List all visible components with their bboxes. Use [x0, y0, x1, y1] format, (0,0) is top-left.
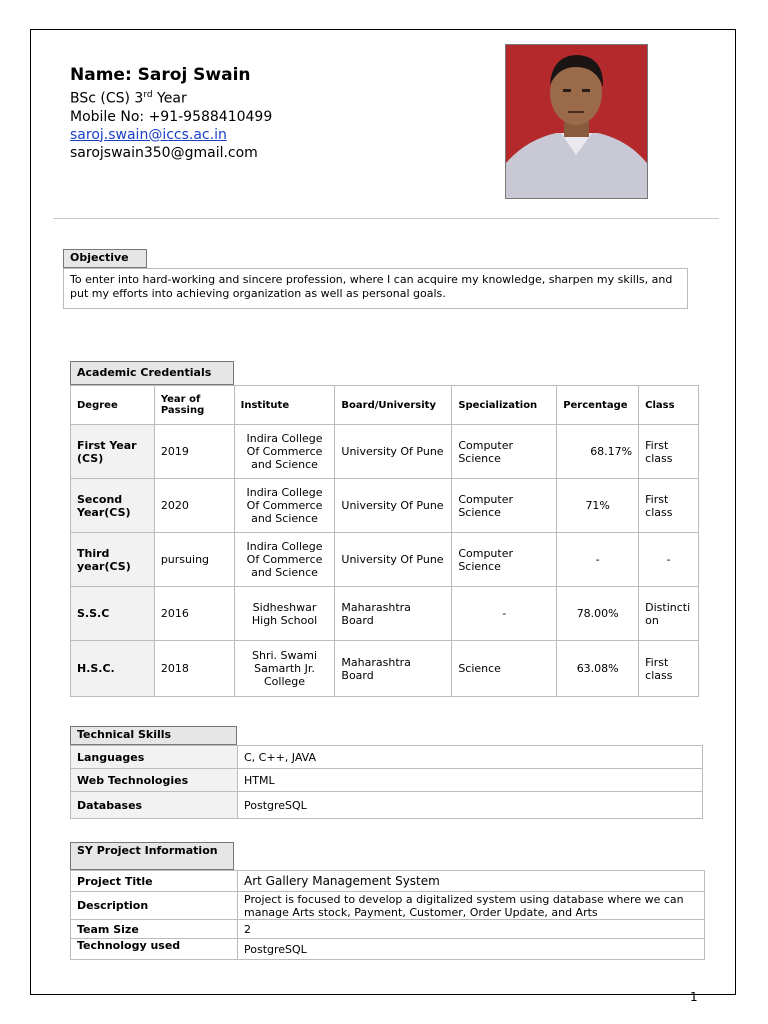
percentage-cell: 63.08%	[557, 641, 639, 697]
board-cell: University Of Pune	[335, 479, 452, 533]
column-header: Board/University	[335, 386, 452, 425]
degree-cell: Third year(CS)	[71, 533, 155, 587]
percentage-cell: -	[557, 533, 639, 587]
skills-heading: Technical Skills	[70, 726, 237, 745]
specialization-cell: Computer Science	[452, 533, 557, 587]
specialization-cell: Computer Science	[452, 479, 557, 533]
project-description-value: Project is focused to develop a digitalized system using database where we can manage Arts stock, Payment, Customer, Order Update, and Arts	[238, 892, 705, 920]
percentage-cell: 71%	[557, 479, 639, 533]
table-row	[71, 425, 699, 479]
table-row	[71, 920, 705, 939]
institute-cell: Indira College Of Commerce and Science	[234, 533, 335, 587]
project-field: Technology used	[71, 939, 238, 960]
degree-cell: First Year (CS)	[71, 425, 155, 479]
project-field: Description	[71, 892, 238, 920]
table-row	[71, 871, 705, 892]
table-row	[71, 587, 699, 641]
board-cell: University Of Pune	[335, 533, 452, 587]
column-header: Year of Passing	[154, 386, 234, 425]
profile-photo	[505, 44, 648, 199]
specialization-cell: -	[452, 587, 557, 641]
header-divider	[53, 218, 719, 219]
degree-cell: Second Year(CS)	[71, 479, 155, 533]
skill-value: C, C++, JAVA	[238, 746, 703, 769]
degree-cell: H.S.C.	[71, 641, 155, 697]
percentage-cell: 68.17%	[557, 425, 639, 479]
year-cell: 2019	[154, 425, 234, 479]
year-cell: 2016	[154, 587, 234, 641]
table-row	[71, 939, 705, 960]
table-row	[71, 792, 703, 819]
skill-value: PostgreSQL	[238, 792, 703, 819]
year-cell: 2020	[154, 479, 234, 533]
column-header: Specialization	[452, 386, 557, 425]
specialization-cell: Computer Science	[452, 425, 557, 479]
institute-cell: Sidheshwar High School	[234, 587, 335, 641]
college-email-link[interactable]: saroj.swain@iccs.ac.in	[70, 126, 227, 143]
degree-cell: S.S.C	[71, 587, 155, 641]
table-row	[71, 746, 703, 769]
class-cell: First class	[639, 479, 699, 533]
project-field: Team Size	[71, 920, 238, 939]
table-row	[71, 641, 699, 697]
project-heading: SY Project Information	[70, 842, 234, 870]
column-header: Degree	[71, 386, 155, 425]
team-size-value: 2	[238, 920, 705, 939]
column-header: Institute	[234, 386, 335, 425]
skill-category: Databases	[71, 792, 238, 819]
candidate-name: Name: Saroj Swain	[70, 65, 251, 85]
personal-email: sarojswain350@gmail.com	[70, 144, 258, 161]
board-cell: Maharashtra Board	[335, 587, 452, 641]
mobile-number: Mobile No: +91-9588410499	[70, 108, 273, 125]
table-row	[71, 479, 699, 533]
year-cell: pursuing	[154, 533, 234, 587]
percentage-cell: 78.00%	[557, 587, 639, 641]
table-row	[71, 533, 699, 587]
project-table	[70, 870, 705, 960]
board-cell: Maharashtra Board	[335, 641, 452, 697]
academic-heading: Academic Credentials	[70, 361, 234, 385]
table-row	[71, 892, 705, 920]
class-cell: First class	[639, 425, 699, 479]
skills-table	[70, 745, 703, 819]
skill-value: HTML	[238, 769, 703, 792]
class-cell: First class	[639, 641, 699, 697]
skill-category: Languages	[71, 746, 238, 769]
column-header: Percentage	[557, 386, 639, 425]
contact-header	[70, 64, 272, 162]
institute-cell: Indira College Of Commerce and Science	[234, 479, 335, 533]
project-title-value: Art Gallery Management System	[238, 871, 705, 892]
project-field: Project Title	[71, 871, 238, 892]
objective-heading: Objective	[63, 249, 147, 268]
class-cell: -	[639, 533, 699, 587]
class-cell: Distinction	[639, 587, 699, 641]
degree-line: BSc (CS) 3rd Year	[70, 90, 187, 107]
table-row	[71, 769, 703, 792]
skill-category: Web Technologies	[71, 769, 238, 792]
academic-table	[70, 385, 699, 697]
page-number: 1	[690, 990, 698, 1004]
institute-cell: Shri. Swami Samarth Jr. College	[234, 641, 335, 697]
specialization-cell: Science	[452, 641, 557, 697]
technology-value: PostgreSQL	[238, 939, 705, 960]
institute-cell: Indira College Of Commerce and Science	[234, 425, 335, 479]
table-header-row	[71, 386, 699, 425]
column-header: Class	[639, 386, 699, 425]
year-cell: 2018	[154, 641, 234, 697]
objective-text: To enter into hard-working and sincere profession, where I can acquire my knowledge, sharpen my skills, and put my efforts into achieving organization as well as personal goals.	[63, 268, 688, 309]
board-cell: University Of Pune	[335, 425, 452, 479]
